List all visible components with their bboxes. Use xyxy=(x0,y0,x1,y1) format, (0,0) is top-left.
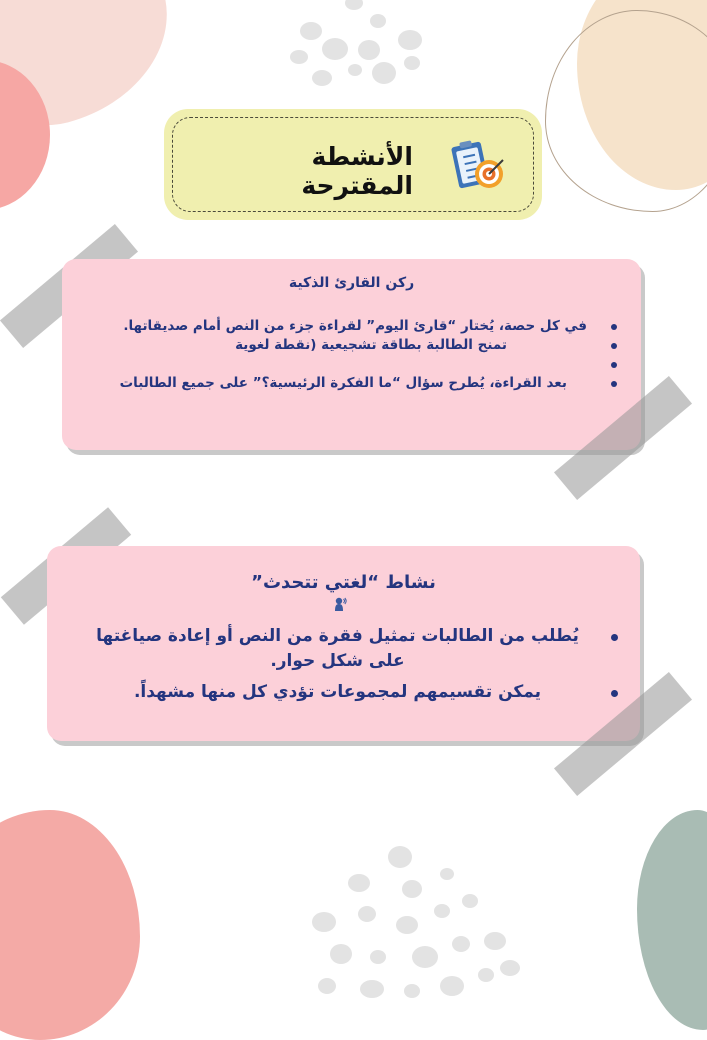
list-item: يُطلب من الطالبات تمثيل فقرة من النص أو إعادة صياغتها على شكل حوار. xyxy=(87,624,618,674)
bullet-list xyxy=(87,624,618,705)
title-dashed-border xyxy=(172,117,534,212)
title-banner xyxy=(164,109,542,220)
list-item xyxy=(82,355,617,374)
speaking-person-icon xyxy=(332,596,348,612)
list-item: تمنح الطالبة بطاقة تشجيعية (نقطة لغوية xyxy=(82,336,617,355)
clipboard-target-icon xyxy=(447,136,507,196)
card-heading: ركن القارئ الذكية xyxy=(288,275,415,291)
card-my-language-speaks xyxy=(47,546,640,741)
bullet-list xyxy=(82,317,617,393)
decor-outline-ring xyxy=(545,10,707,212)
list-item: في كل حصة، يُختار “قارئ اليوم” لقراءة جزء من النص أمام صديقاتها. xyxy=(82,317,617,336)
decor-blob-coral-bottom xyxy=(0,810,140,1040)
decor-blob-sage xyxy=(637,810,707,1030)
page-title: الأنشطة المقترحة xyxy=(301,142,413,200)
card-smart-reader xyxy=(62,259,641,450)
list-item: يمكن تقسيمهم لمجموعات تؤدي كل منها مشهداً. xyxy=(87,680,618,705)
card-heading: نشاط “لغتي تتحدث” xyxy=(251,572,436,593)
list-item: بعد القراءة، يُطرح سؤال “ما الفكرة الرئيسية؟” على جميع الطالبات xyxy=(82,374,617,393)
